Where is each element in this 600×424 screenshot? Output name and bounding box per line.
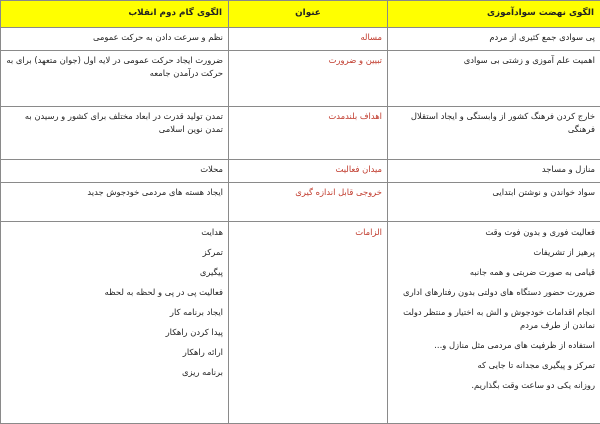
table-row bbox=[1, 51, 600, 107]
table-row bbox=[1, 160, 600, 183]
right-cell bbox=[1, 51, 229, 107]
row-label: تبیین و ضرورت bbox=[229, 51, 388, 107]
cell-item: برنامه ریزی bbox=[6, 366, 223, 379]
left-cell bbox=[388, 28, 600, 51]
cell-item: تمدن تولید قدرت در ابعاد مختلف برای کشور و رسیدن به تمدن نوین اسلامی bbox=[6, 110, 223, 136]
header-second-step-model: الگوی گام دوم انقلاب bbox=[1, 1, 229, 28]
header-literacy-model: الگوی نهضت سوادآموزی bbox=[388, 1, 600, 28]
left-cell bbox=[388, 160, 600, 183]
table-row bbox=[1, 28, 600, 51]
cell-item: سواد خواندن و نوشتن ابتدایی bbox=[393, 186, 595, 199]
cell-item: اهمیت علم آموزی و زشتی بی سوادی bbox=[393, 54, 595, 67]
left-cell bbox=[388, 183, 600, 222]
cell-item: پرهیز از تشریفات bbox=[393, 246, 595, 259]
table-header-row bbox=[1, 1, 600, 28]
cell-item: ضرورت حضور دستگاه های دولتی بدون رفتارهای اداری bbox=[393, 286, 595, 299]
cell-item: محلات bbox=[6, 163, 223, 176]
cell-item: تمرکز و پیگیری مجدانه تا جایی که bbox=[393, 359, 595, 372]
table-row bbox=[1, 183, 600, 222]
cell-item: ایجاد هسته های مردمی خودجوش جدید bbox=[6, 186, 223, 199]
cell-item: پیگیری bbox=[6, 266, 223, 279]
row-label: الزامات bbox=[229, 222, 388, 424]
left-cell bbox=[388, 51, 600, 107]
cell-item: روزانه یکی دو ساعت وقت بگذاریم. bbox=[393, 379, 595, 392]
cell-item: منازل و مساجد bbox=[393, 163, 595, 176]
cell-item: نظم و سرعت دادن به حرکت عمومی bbox=[6, 31, 223, 44]
right-cell bbox=[1, 160, 229, 183]
table-row bbox=[1, 222, 600, 424]
row-label: میدان فعالیت bbox=[229, 160, 388, 183]
row-label: مساله bbox=[229, 28, 388, 51]
cell-item: تمرکز bbox=[6, 246, 223, 259]
cell-item: فعالیت فوری و بدون فوت وقت bbox=[393, 226, 595, 239]
row-label: خروجی قابل اندازه گیری bbox=[229, 183, 388, 222]
cell-item: فعالیت پی در پی و لحظه به لحظه bbox=[6, 286, 223, 299]
cell-item: انجام اقدامات خودجوش و الش به اختیار و منتظر دولت نماندن از طرف مردم bbox=[393, 306, 595, 332]
cell-item: استفاده از ظرفیت های مردمی مثل منازل و... bbox=[393, 339, 595, 352]
right-cell bbox=[1, 183, 229, 222]
cell-item: پیدا کردن راهکار bbox=[6, 326, 223, 339]
table-row bbox=[1, 107, 600, 160]
right-cell bbox=[1, 222, 229, 424]
cell-item: قیامی به صورت ضربتی و همه جانبه bbox=[393, 266, 595, 279]
left-cell bbox=[388, 222, 600, 424]
right-cell bbox=[1, 107, 229, 160]
left-cell bbox=[388, 107, 600, 160]
cell-item: ضرورت ایجاد حرکت عمومی در لایه اول (جوان متعهد) برای به حرکت درآمدن جامعه bbox=[6, 54, 223, 80]
cell-item: ایجاد برنامه کار bbox=[6, 306, 223, 319]
row-label: اهداف بلندمدت bbox=[229, 107, 388, 160]
cell-item: ارائه راهکار bbox=[6, 346, 223, 359]
right-cell bbox=[1, 28, 229, 51]
header-title: عنوان bbox=[229, 1, 388, 28]
cell-item: هدایت bbox=[6, 226, 223, 239]
cell-item: پی سوادی جمع کثیری از مردم bbox=[393, 31, 595, 44]
cell-item: خارج کردن فرهنگ کشور از وابستگی و ایجاد استقلال فرهنگی bbox=[393, 110, 595, 136]
